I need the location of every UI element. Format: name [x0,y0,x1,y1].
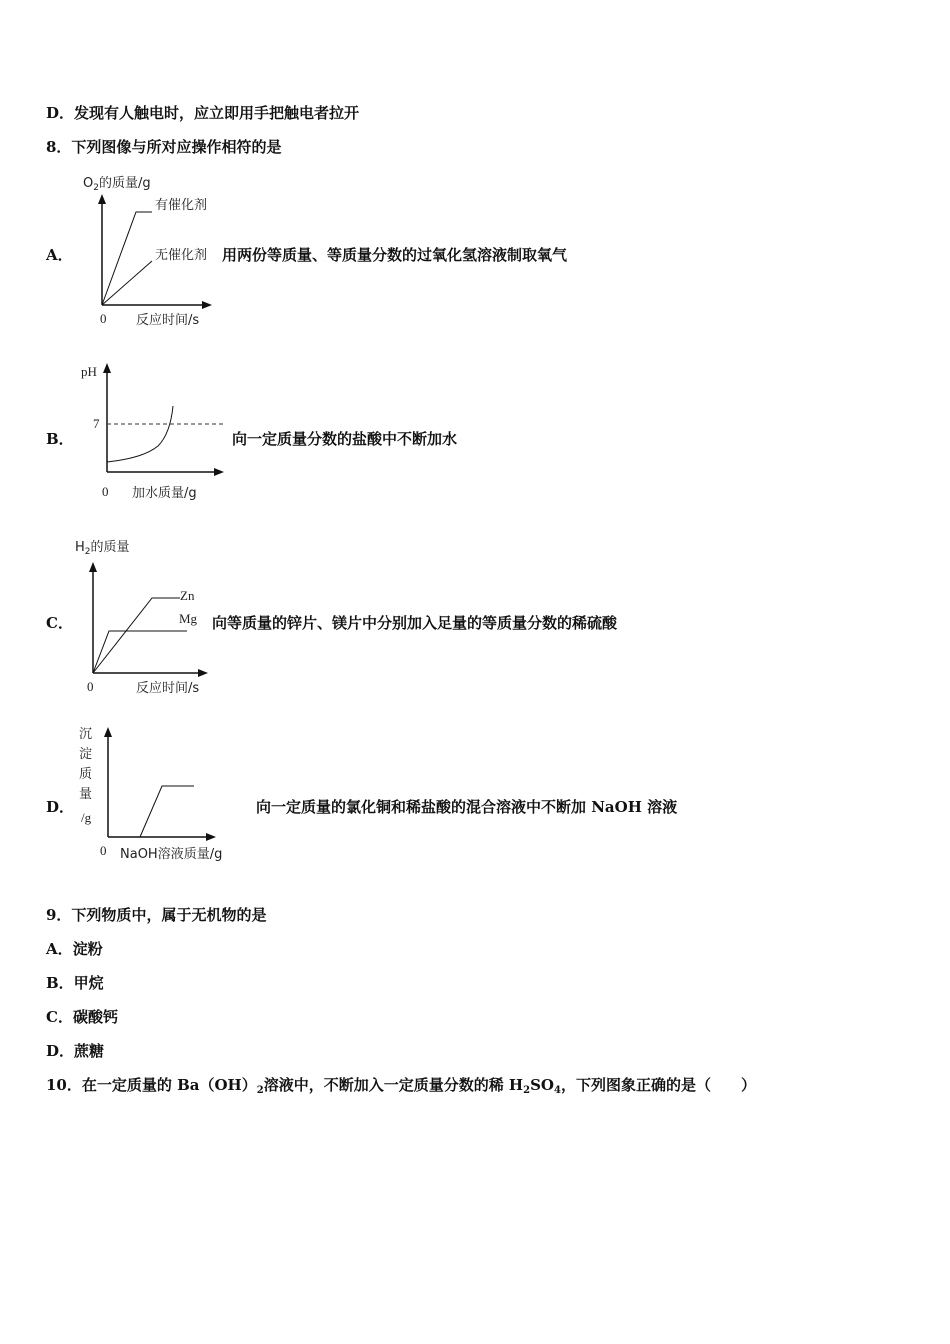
graph-c-y-arrow [89,562,97,572]
graph-d-y-label-char: 质 [79,767,93,782]
graph-a-y-arrow [98,194,106,204]
graph-a-y-label: $O_2$的质量/g [83,176,151,193]
graph-b-x-label: 加水质量/g [132,486,197,501]
q8-option-c-graph [72,534,232,703]
graph-a-curve-catalyst [102,212,152,305]
graph-a-x-arrow [202,301,212,309]
graph-b-origin: 0 [102,484,109,499]
graph-d-x-arrow [206,833,216,841]
graph-c-x-arrow [198,669,208,677]
graph-d-curve [140,786,194,837]
graph-a-x-label: 反应时间/s [136,313,200,328]
graph-b-ref-label: 7 [93,416,100,431]
graph-d-y-label-char: 淀 [79,747,93,762]
q8-option-a-letter: A． [46,246,73,264]
q9-option-a: A．淀粉 [46,940,103,958]
graph-d-y-label-char: 沉 [79,727,93,742]
graph-c-curve1-label: Zn [180,588,195,603]
graph-b-y-label: pH [81,364,97,379]
graph-d-y-label-char: /g [81,810,92,825]
q8-option-d-letter: D． [46,798,75,816]
graph-b-curve [107,406,173,462]
graph-c-curve-mg [93,631,187,673]
graph-a-curve-no-catalyst [102,261,152,305]
q7-option-d: D．发现有人触电时，应立即用手把触电者拉开 [46,104,360,122]
q8-option-a-desc: 用两份等质量、等质量分数的过氧化氢溶液制取氧气 [222,246,568,264]
q8-option-d-graph [72,718,252,872]
graph-b-x-arrow [214,468,224,476]
q9-option-c: C．碳酸钙 [46,1008,118,1026]
graph-a-curve1-label: 有催化剂 [155,198,208,213]
graph-c-curve-zn [93,598,180,673]
graph-a-origin: 0 [100,311,107,326]
graph-c-y-label: $H_2$的质量 [75,540,130,557]
q9-option-b: B．甲烷 [46,974,104,992]
graph-d-y-arrow [104,727,112,737]
graph-a-curve2-label: 无催化剂 [155,248,208,263]
q8-option-c-letter: C． [46,614,73,632]
graph-d-origin: 0 [100,843,107,858]
q8-stem: 8．下列图像与所对应操作相符的是 [46,138,282,156]
q8-option-b-desc: 向一定质量分数的盐酸中不断加水 [232,430,458,448]
graph-d-x-label: NaOH溶液质量/g [120,847,223,862]
q9-option-d: D．蔗糖 [46,1042,105,1060]
graph-d-y-label-char: 量 [79,787,93,802]
q8-option-b-graph [78,356,238,510]
q9-stem: 9．下列物质中，属于无机物的是 [46,906,267,924]
graph-c-curve2-label: Mg [179,611,198,626]
q8-option-d-desc: 向一定质量的氯化铜和稀盐酸的混合溶液中不断加 NaOH 溶液 [256,798,678,816]
q10-stem: 10．在一定质量的 $Ba(OH)_2$溶液中，不断加入一定质量分数的稀 $H_2SO_4$，下列图象正确的是（ ） [46,1076,756,1096]
q8-option-a-graph [78,172,228,336]
q8-option-c-desc: 向等质量的锌片、镁片中分别加入足量的等质量分数的稀硫酸 [212,614,618,632]
graph-c-x-label: 反应时间/s [136,681,200,696]
graph-c-origin: 0 [87,679,94,694]
graph-b-y-arrow [103,363,111,373]
q8-option-b-letter: B． [46,430,74,448]
